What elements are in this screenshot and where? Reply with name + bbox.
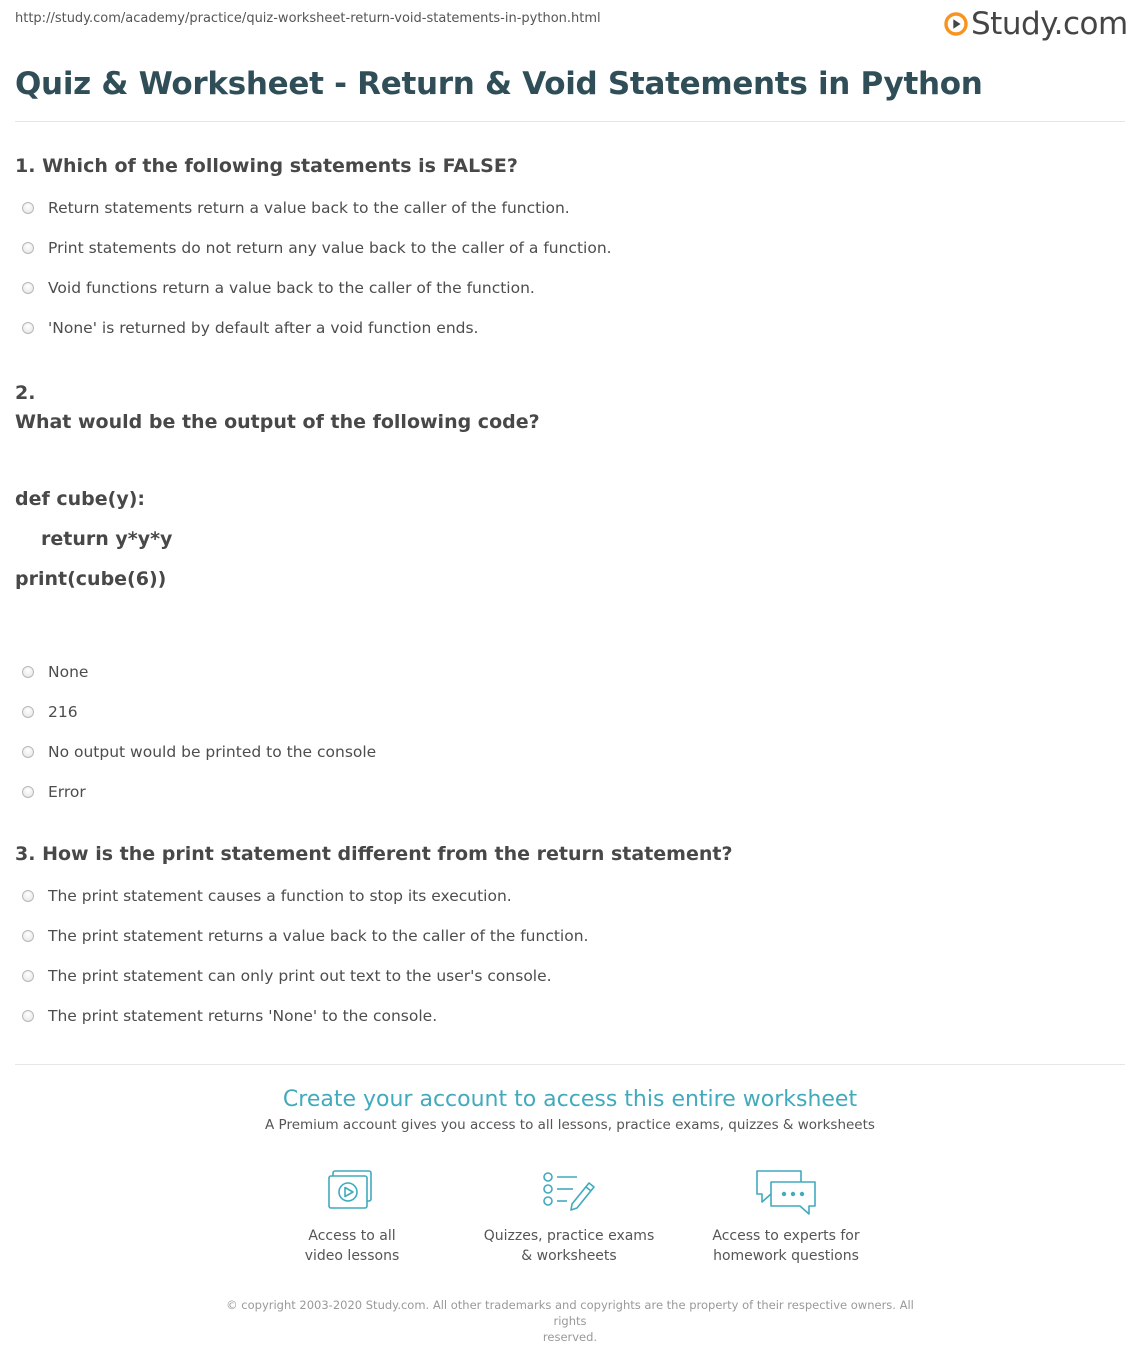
radio-button-icon[interactable] bbox=[22, 746, 34, 758]
code-line: def cube(y): bbox=[15, 488, 145, 510]
option-label: Print statements do not return any value back to the caller of a function. bbox=[48, 239, 612, 257]
radio-button-icon[interactable] bbox=[22, 322, 34, 334]
answer-option[interactable] bbox=[22, 702, 78, 722]
question-number: 3. bbox=[15, 843, 36, 865]
option-label: Void functions return a value back to the caller of the function. bbox=[48, 279, 535, 297]
radio-button-icon[interactable] bbox=[22, 970, 34, 982]
question-text: How is the print statement different from the return statement? bbox=[42, 843, 733, 865]
radio-button-icon[interactable] bbox=[22, 1010, 34, 1022]
answer-option[interactable] bbox=[22, 662, 88, 682]
answer-option[interactable] bbox=[22, 782, 86, 802]
option-label: The print statement causes a function to stop its execution. bbox=[48, 887, 512, 905]
question-2 bbox=[15, 379, 540, 437]
study-logo[interactable] bbox=[944, 6, 1128, 42]
answer-option[interactable] bbox=[22, 318, 479, 338]
feature-label-line: video lessons bbox=[304, 1248, 400, 1264]
title-divider bbox=[15, 121, 1125, 122]
chat-bubbles-icon bbox=[753, 1168, 819, 1216]
radio-button-icon[interactable] bbox=[22, 706, 34, 718]
play-logo-icon bbox=[944, 12, 968, 36]
option-label: None bbox=[48, 663, 89, 681]
radio-button-icon[interactable] bbox=[22, 890, 34, 902]
radio-button-icon[interactable] bbox=[22, 282, 34, 294]
feature-label-line: homework questions bbox=[713, 1248, 859, 1264]
feature-experts bbox=[691, 1168, 881, 1266]
copyright-footer bbox=[210, 1297, 930, 1345]
code-line: return y*y*y bbox=[41, 528, 173, 550]
radio-button-icon[interactable] bbox=[22, 202, 34, 214]
answer-option[interactable] bbox=[22, 966, 552, 986]
option-label: The print statement can only print out text to the user's console. bbox=[48, 967, 552, 985]
answer-option[interactable] bbox=[22, 278, 535, 298]
option-label: No output would be printed to the console bbox=[48, 743, 377, 761]
copyright-line: reserved. bbox=[542, 1330, 598, 1344]
answer-option[interactable] bbox=[22, 742, 376, 762]
answer-option[interactable] bbox=[22, 198, 570, 218]
answer-option[interactable] bbox=[22, 1006, 437, 1026]
code-line: print(cube(6)) bbox=[15, 568, 167, 590]
page-title: Quiz & Worksheet - Return & Void Statements in Python bbox=[15, 66, 983, 102]
premium-subheading: A Premium account gives you access to all lessons, practice exams, quizzes & worksheets bbox=[265, 1117, 875, 1133]
question-1 bbox=[15, 155, 518, 177]
radio-button-icon[interactable] bbox=[22, 930, 34, 942]
question-number: 2. bbox=[15, 382, 36, 404]
question-3 bbox=[15, 843, 733, 865]
question-text: Which of the following statements is FALSE? bbox=[42, 155, 518, 177]
radio-button-icon[interactable] bbox=[22, 242, 34, 254]
copyright-line: © copyright 2003-2020 Study.com. All other trademarks and copyrights are the property of their respective owners. All rights bbox=[226, 1298, 914, 1328]
feature-label-line: & worksheets bbox=[521, 1248, 617, 1264]
option-label: Return statements return a value back to the caller of the function. bbox=[48, 199, 570, 217]
option-label: The print statement returns 'None' to the console. bbox=[48, 1007, 438, 1025]
radio-button-icon[interactable] bbox=[22, 786, 34, 798]
radio-button-icon[interactable] bbox=[22, 666, 34, 678]
option-label: The print statement returns a value back to the caller of the function. bbox=[48, 927, 589, 945]
question-number: 1. bbox=[15, 155, 36, 177]
video-lessons-icon bbox=[324, 1168, 380, 1216]
logo-text: Study.com bbox=[971, 6, 1128, 42]
question-text: What would be the output of the following code? bbox=[15, 411, 540, 433]
answer-option[interactable] bbox=[22, 238, 612, 258]
answer-option[interactable] bbox=[22, 926, 588, 946]
feature-video-lessons bbox=[257, 1168, 447, 1266]
quiz-checklist-icon bbox=[539, 1168, 599, 1216]
option-label: 'None' is returned by default after a void function ends. bbox=[48, 319, 479, 337]
feature-quizzes bbox=[474, 1168, 664, 1266]
feature-label-line: Quizzes, practice exams bbox=[483, 1228, 655, 1244]
option-label: 216 bbox=[48, 703, 78, 721]
feature-label-line: Access to experts for bbox=[712, 1228, 860, 1244]
answer-option[interactable] bbox=[22, 886, 512, 906]
section-divider bbox=[15, 1064, 1125, 1065]
create-account-link[interactable]: Create your account to access this entire worksheet bbox=[282, 1087, 858, 1112]
feature-label-line: Access to all bbox=[308, 1228, 396, 1244]
page-url: http://study.com/academy/practice/quiz-worksheet-return-void-statements-in-python.html bbox=[15, 11, 601, 26]
option-label: Error bbox=[48, 783, 86, 801]
